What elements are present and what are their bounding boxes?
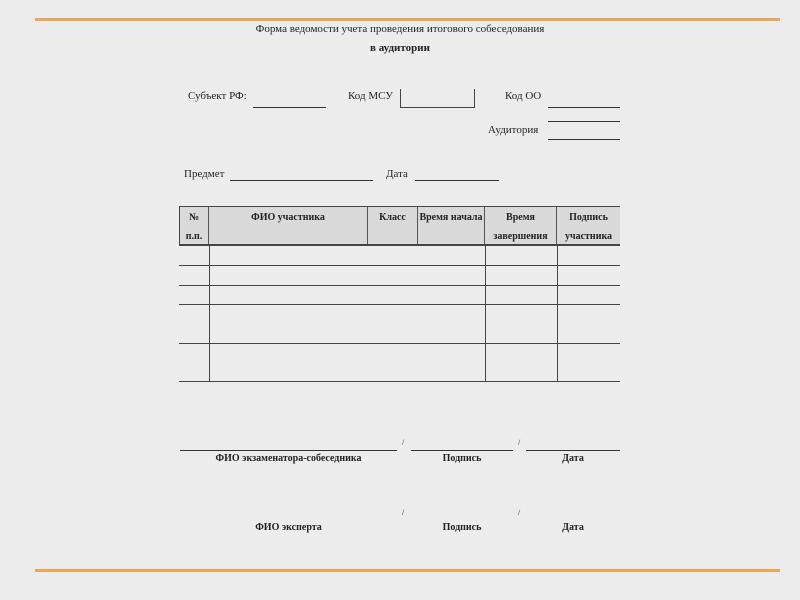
table-row <box>179 343 620 344</box>
expert-date-label: Дата <box>562 522 584 533</box>
examiner-date-label: Дата <box>562 453 584 464</box>
oo-code-field-2 <box>548 121 620 122</box>
msu-code-label: Код МСУ <box>348 90 394 102</box>
header-class: Класс <box>368 207 418 244</box>
auditorium-field[interactable] <box>548 139 620 140</box>
subject-field[interactable] <box>230 180 373 181</box>
top-accent-line <box>35 18 780 21</box>
table-row <box>179 304 620 305</box>
table-row <box>179 265 620 266</box>
header-number: № п.п. <box>179 207 209 244</box>
separator: / <box>402 508 405 517</box>
subject-rf-label: Субъект РФ: <box>188 90 247 102</box>
examiner-date-field[interactable] <box>526 450 620 451</box>
header-end-time: Время завершения <box>485 207 557 244</box>
table-row <box>179 285 620 286</box>
auditorium-label: Аудитория <box>488 124 539 136</box>
separator: / <box>518 508 521 517</box>
msu-code-field[interactable] <box>400 89 475 108</box>
oo-code-field[interactable] <box>548 107 620 108</box>
examiner-signature-label: Подпись <box>442 453 482 464</box>
form-subtitle: в аудитории <box>370 42 430 54</box>
col-divider <box>485 246 486 382</box>
date-label: Дата <box>386 168 408 180</box>
examiner-name-label: ФИО экзаменатора-собеседника <box>215 453 362 464</box>
subject-label: Предмет <box>184 168 225 180</box>
bottom-accent-line <box>35 569 780 572</box>
expert-signature-label: Подпись <box>442 522 482 533</box>
date-field[interactable] <box>415 180 499 181</box>
subject-rf-field[interactable] <box>253 107 326 108</box>
oo-code-label: Код ОО <box>505 90 542 102</box>
header-start-time: Время начала <box>418 207 485 244</box>
separator: / <box>402 438 405 447</box>
form-title: Форма ведомости учета проведения итогового собеседования <box>255 23 545 35</box>
separator: / <box>518 438 521 447</box>
header-signature: Подпись участника <box>557 207 620 244</box>
header-name: ФИО участника <box>209 207 368 244</box>
table-row <box>179 381 620 382</box>
col-divider <box>557 246 558 382</box>
examiner-signature-field[interactable] <box>411 450 513 451</box>
examiner-name-field[interactable] <box>180 450 397 451</box>
col-divider <box>209 246 210 382</box>
expert-name-label: ФИО эксперта <box>255 522 322 533</box>
